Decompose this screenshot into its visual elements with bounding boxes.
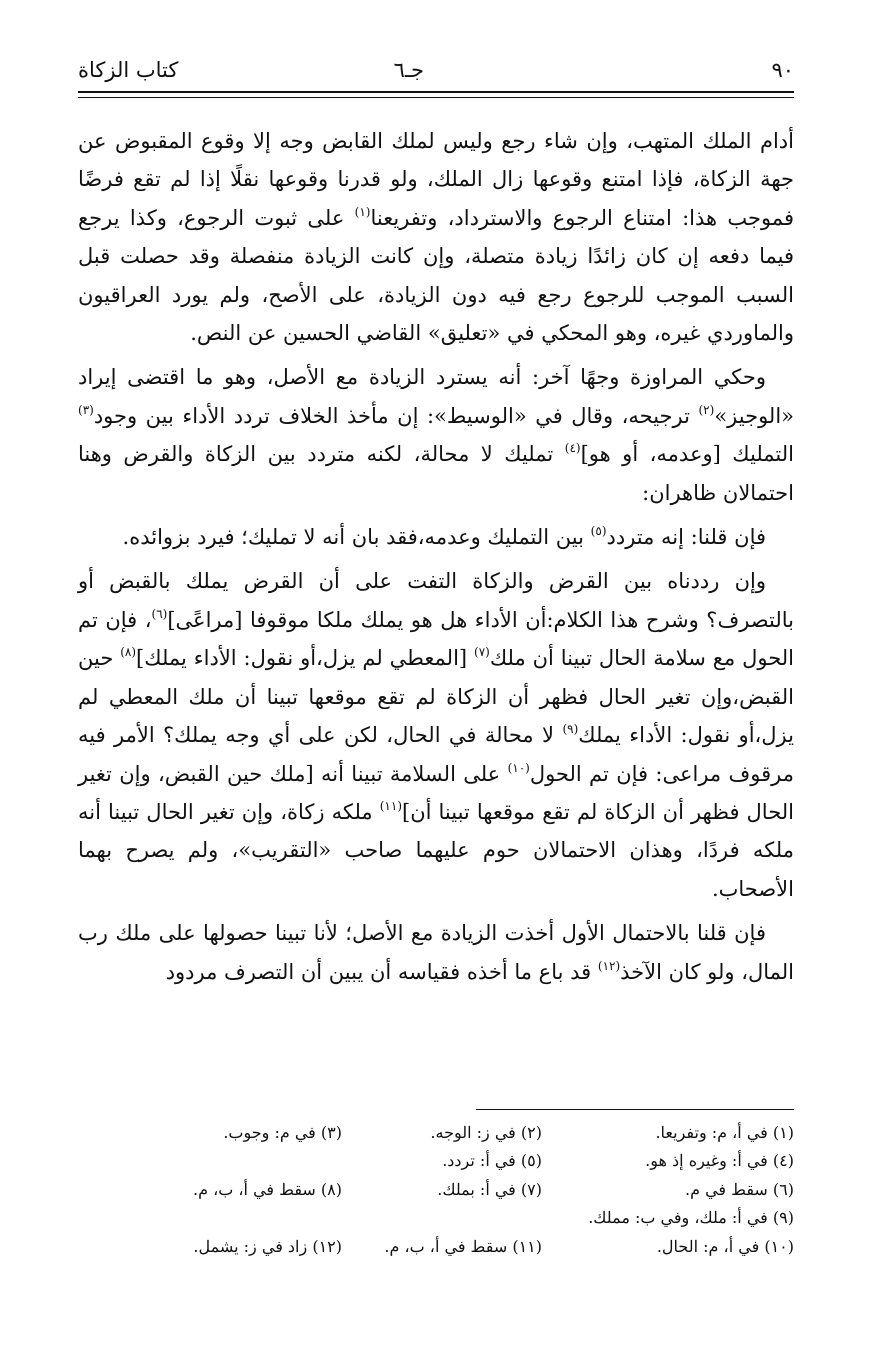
footnote-2: (٢) في ز: الوجه. — [430, 1123, 542, 1142]
text-run: ملكه زكاة، وإن تغير الحال تبينا أنه ملكه فردًا، وهذان الاحتمالان حوم عليهما صاحب «التقريب»، ولم يصرح بهما الأصحاب. — [78, 799, 794, 901]
paragraph-5 — [78, 914, 794, 991]
header-rule-thick — [78, 91, 794, 93]
footnote-row — [150, 1233, 794, 1261]
footnote-6: (٦) سقط في م. — [684, 1179, 794, 1199]
text-run: التمليك [وعدمه، أو هو] — [580, 442, 794, 467]
footnote-row — [150, 1176, 794, 1204]
header-rule-thin — [78, 97, 794, 98]
paragraph-4 — [78, 562, 794, 908]
text-run: ، فإن تم الحول مع سلامة الحال تبينا أن ملك — [78, 607, 795, 671]
footnote-12: (١٢) زاد في ز: يشمل. — [193, 1236, 342, 1256]
footnote-ref-2: (٢) — [698, 402, 715, 417]
footnote-3: (٣) في م: وجوب. — [223, 1123, 342, 1142]
footnote-7: (٧) في أ: بملك. — [437, 1179, 542, 1199]
text-run: على ثبوت الرجوع، وكذا يرجع فيما دفعه إن كان زائدًا زيادة متصلة، وإن كانت الزيادة منفصلة وقد حصلت قبل السبب الموجب للرجوع رجع فيه دون الزيادة، على الأصح، ولم يورد العراقيون والماوردي غيره، وهو المحكي في «تعليق» القاضي الحسين عن النص. — [78, 205, 794, 346]
text-run: فإن قلنا بالاحتمال الأول أخذت الزيادة مع الأصل؛ لأنا تبينا حصولها على ملك رب المال، ولو كان الآخذ — [78, 921, 794, 984]
footnote-9: (٩) في أ: ملك، وفي ب: مملك. — [588, 1208, 794, 1228]
footnotes — [150, 1119, 794, 1261]
footnote-ref-7: (٧) — [474, 645, 490, 660]
footnote-ref-12: (١٢) — [597, 958, 621, 973]
footnote-5: (٥) في أ: تردد. — [442, 1151, 542, 1171]
text-run: وحكي المراوزة وجهًا آخر: أنه يسترد الزيادة مع الأصل، وهو ما اقتضى إيراد «الوجيز» — [78, 365, 794, 428]
text-run: [المعطي لم يزل،أو نقول: الأداء يملك] — [136, 646, 468, 671]
footnote-1: (١) في أ، م: وتفريعا. — [655, 1123, 794, 1142]
footnote-ref-5: (٥) — [590, 524, 607, 539]
footnote-ref-9: (٩) — [562, 722, 579, 737]
footnote-ref-6: (٦) — [151, 606, 168, 621]
text-run: تمليك لا محالة، لكنه متردد بين الزكاة والقرض وهنا احتمالان ظاهران: — [78, 442, 794, 505]
footnote-8: (٨) سقط في أ، ب، م. — [192, 1179, 342, 1199]
footnote-ref-8: (٨) — [120, 645, 137, 660]
text-run: أدام الملك المتهب، وإن شاء رجع وليس لملك القابض وجه إلا وقوع المقبوض عن جهة الزكاة، فإذا امتنع وقوعها زال الملك، ولو قدرنا وقوعها نقلًا إذا لم تقع فرضًا فموجب هذا: امتناع الرجوع والاسترداد، وتفريعنا — [78, 129, 794, 230]
paragraph-1 — [78, 122, 794, 352]
paragraph-3 — [78, 518, 794, 556]
text-run: حين القبض،وإن تغير الحال فظهر أن الزكاة لم تقع موقعها تبينا أن ملك المعطي لم يزل،أو نقول: الأداء يملك — [78, 646, 794, 748]
footnote-separator — [476, 1109, 794, 1110]
text-run: لا محالة في الحال، لكن على أي وجه يملك؟ الأمر فيه مرقوف مراعى: فإن تم الحول — [78, 723, 794, 786]
text-run: ترجيحه، وقال في «الوسيط»: إن مأخذ الخلاف تردد الأداء بين وجود — [93, 403, 690, 428]
footnote-ref-11: (١١) — [379, 798, 402, 813]
footnote-row — [150, 1147, 794, 1175]
footnote-ref-10: (١٠) — [507, 760, 530, 775]
footnote-row — [150, 1119, 794, 1147]
running-header — [78, 54, 794, 94]
footnote-10: (١٠) في أ، م: الحال. — [656, 1236, 794, 1256]
footnote-ref-1: (١) — [354, 204, 371, 219]
volume-label: جـ٦ — [393, 58, 424, 82]
text-run: فإن قلنا: إنه متردد — [606, 525, 766, 550]
footnote-row — [150, 1204, 794, 1232]
page-number: ٩٠ — [771, 58, 794, 82]
footnote-4: (٤) في أ: وغيره إذ هو. — [645, 1151, 794, 1171]
book-title: كتاب الزكاة — [78, 58, 179, 82]
text-run: بين التمليك وعدمه،فقد بان أنه لا تمليك؛ فيرد بزوائده. — [122, 525, 584, 550]
text-run: قد باع ما أخذه فقياسه أن يبين أن التصرف مردود — [165, 959, 592, 984]
footnote-ref-4: (٤) — [564, 441, 581, 456]
text-run: على السلامة تبينا أنه [ملك حين القبض، وإن تغير الحال فظهر أن الزكاة لم تقع موقعها تبينا أن] — [78, 761, 794, 824]
paragraph-2 — [78, 358, 794, 512]
main-text — [78, 122, 794, 991]
footnote-ref-3: (٣) — [78, 402, 94, 417]
text-run: وإن رددناه بين القرض والزكاة التفت على أن القرض يملك بالقبض أو بالتصرف؟ وشرح هذا الكلام:أن الأداء هل هو يملك ملكا موقوفا [مراعًى] — [78, 569, 794, 632]
footnote-11: (١١) سقط في أ، ب، م. — [384, 1236, 542, 1256]
